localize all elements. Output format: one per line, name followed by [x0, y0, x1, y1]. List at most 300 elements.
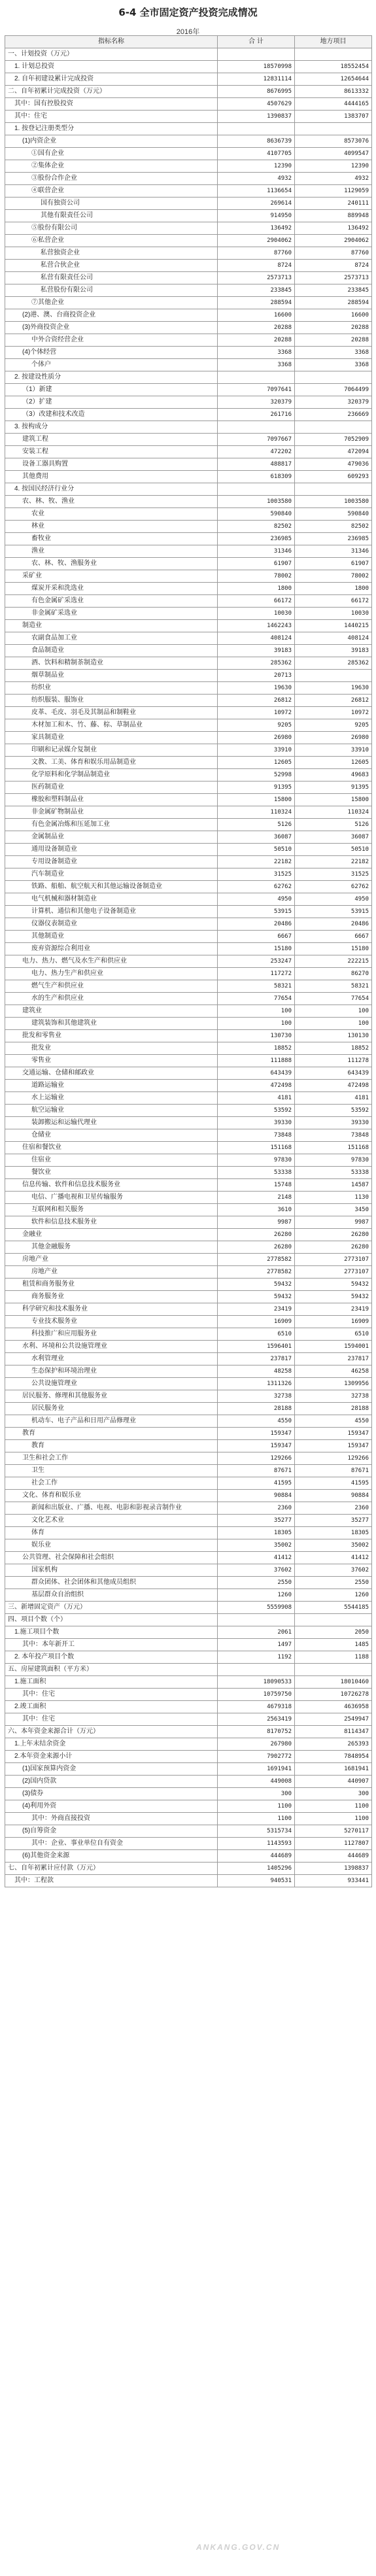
table-row	[5, 86, 372, 98]
table-row	[5, 1539, 372, 1552]
row-label: 体育	[5, 1527, 218, 1539]
row-total-value: 618309	[218, 471, 295, 483]
row-label: 批发业	[5, 1042, 218, 1055]
row-local-value: 87760	[295, 247, 372, 260]
table-row	[5, 1477, 372, 1490]
row-label: 2. 本年投产项目个数	[5, 1651, 218, 1664]
table-row	[5, 1440, 372, 1452]
table-row	[5, 558, 372, 570]
row-label: 科技推广和应用服务业	[5, 1328, 218, 1341]
table-row	[5, 682, 372, 695]
row-total-value: 73848	[218, 1129, 295, 1142]
row-total-value: 940531	[218, 1875, 295, 1887]
table-row	[5, 881, 372, 893]
row-local-value: 7064499	[295, 384, 372, 396]
row-local-value: 4636958	[295, 1701, 372, 1713]
table-row	[5, 806, 372, 819]
row-local-value	[295, 421, 372, 434]
table-row	[5, 931, 372, 943]
row-label: 电力、热力、燃气及水生产和供应业	[5, 955, 218, 968]
table-row	[5, 1279, 372, 1291]
row-local-value: 1130	[295, 1192, 372, 1204]
row-label: 汽车制造业	[5, 868, 218, 881]
row-total-value: 136492	[218, 222, 295, 235]
row-local-value: 159347	[295, 1428, 372, 1440]
row-label: (1)国家预算内资金	[5, 1763, 218, 1776]
row-total-value: 110324	[218, 806, 295, 819]
table-row	[5, 1788, 372, 1800]
row-total-value: 8724	[218, 260, 295, 272]
row-label: 建筑工程	[5, 434, 218, 446]
row-local-value: 12605	[295, 757, 372, 769]
table-row	[5, 1602, 372, 1614]
row-total-value: 9987	[218, 1216, 295, 1229]
row-total-value: 10972	[218, 707, 295, 719]
row-local-value: 59432	[295, 1279, 372, 1291]
row-label: 水利、环境和公共设施管理业	[5, 1341, 218, 1353]
row-total-value: 19630	[218, 682, 295, 695]
row-label: 烟草制品业	[5, 670, 218, 682]
row-local-value: 479036	[295, 458, 372, 471]
row-total-value: 3368	[218, 359, 295, 371]
table-row	[5, 1291, 372, 1303]
row-total-value: 58321	[218, 980, 295, 993]
page-title: 6-4 全市固定资产投资完成情况	[118, 7, 258, 18]
row-label: 餐饮业	[5, 1167, 218, 1179]
row-label: 其他制造业	[5, 931, 218, 943]
table-row	[5, 968, 372, 980]
row-label: 有色金属冶炼和压延加工业	[5, 819, 218, 831]
row-label: 纺织服装、服饰业	[5, 695, 218, 707]
table-row	[5, 670, 372, 682]
row-local-value	[295, 48, 372, 61]
row-total-value: 237817	[218, 1353, 295, 1365]
row-local-value: 16909	[295, 1316, 372, 1328]
row-label: 个体户	[5, 359, 218, 371]
row-local-value: 111278	[295, 1055, 372, 1067]
row-local-value: 2573713	[295, 272, 372, 284]
row-label: 林业	[5, 521, 218, 533]
row-label: 有色金属矿采选业	[5, 595, 218, 608]
row-label: 仪器仪表制造业	[5, 918, 218, 931]
row-total-value: 488817	[218, 458, 295, 471]
table-row	[5, 309, 372, 322]
row-local-value: 90884	[295, 1490, 372, 1502]
row-local-value: 26980	[295, 732, 372, 744]
row-label: 其中：国有控股投资	[5, 98, 218, 111]
watermark: ANKANG.GOV.CN	[196, 2543, 281, 2552]
table-row	[5, 347, 372, 359]
table-row	[5, 1713, 372, 1726]
row-local-value: 110324	[295, 806, 372, 819]
row-local-value: 28188	[295, 1403, 372, 1415]
row-local-value: 1681941	[295, 1763, 372, 1776]
row-label: 4. 按国民经济行业分	[5, 483, 218, 496]
row-total-value: 52998	[218, 769, 295, 781]
table-row	[5, 1341, 372, 1353]
column-header-local: 地方项目	[295, 36, 372, 48]
row-label: 教育	[5, 1428, 218, 1440]
row-label: (5)自筹资金	[5, 1825, 218, 1838]
row-label: 租赁和商务服务业	[5, 1279, 218, 1291]
row-total-value: 78002	[218, 570, 295, 583]
table-row	[5, 272, 372, 284]
row-total-value: 129266	[218, 1452, 295, 1465]
row-local-value: 1309956	[295, 1378, 372, 1390]
row-label: 水的生产和供应业	[5, 993, 218, 1005]
row-local-value: 20288	[295, 334, 372, 347]
row-total-value: 285362	[218, 657, 295, 670]
row-label: 生态保护和环境治理业	[5, 1365, 218, 1378]
row-label: 房地产业	[5, 1254, 218, 1266]
row-total-value: 50510	[218, 844, 295, 856]
row-local-value: 440907	[295, 1776, 372, 1788]
table-row	[5, 409, 372, 421]
table-row	[5, 645, 372, 657]
table-row	[5, 1229, 372, 1241]
row-label: 卫生和社会工作	[5, 1452, 218, 1465]
table-row	[5, 48, 372, 61]
row-local-value: 444689	[295, 1850, 372, 1863]
row-local-value: 39183	[295, 645, 372, 657]
table-row	[5, 980, 372, 993]
table-row	[5, 1776, 372, 1788]
table-header-row	[5, 36, 372, 48]
row-local-value: 35277	[295, 1515, 372, 1527]
row-local-value: 41412	[295, 1552, 372, 1564]
row-local-value: 4550	[295, 1415, 372, 1428]
row-local-value: 9205	[295, 719, 372, 732]
row-label: （2）扩建	[5, 396, 218, 409]
table-row	[5, 508, 372, 521]
row-label: 卫生	[5, 1465, 218, 1477]
row-local-value: 7848954	[295, 1751, 372, 1763]
row-local-value: 2550	[295, 1577, 372, 1589]
row-label: 电力、热力生产和供应业	[5, 968, 218, 980]
row-total-value: 31525	[218, 868, 295, 881]
row-local-value	[295, 371, 372, 384]
row-local-value: 20288	[295, 322, 372, 334]
table-row	[5, 160, 372, 173]
row-local-value: 472498	[295, 1080, 372, 1092]
table-row	[5, 148, 372, 160]
row-total-value: 15748	[218, 1179, 295, 1192]
table-row	[5, 247, 372, 260]
row-label: 文化、体育和娱乐业	[5, 1490, 218, 1502]
table-row	[5, 1365, 372, 1378]
row-label: 仓储业	[5, 1129, 218, 1142]
row-local-value: 408124	[295, 632, 372, 645]
table-row	[5, 856, 372, 868]
table-row	[5, 1105, 372, 1117]
row-label: ⑦其他企业	[5, 297, 218, 309]
row-total-value: 320379	[218, 396, 295, 409]
row-total-value: 23419	[218, 1303, 295, 1316]
table-row	[5, 1751, 372, 1763]
row-total-value: 15800	[218, 794, 295, 806]
row-local-value: 1594001	[295, 1341, 372, 1353]
row-local-value: 97830	[295, 1154, 372, 1167]
row-label: 新闻和出版业、广播、电视、电影和影视录音制作业	[5, 1502, 218, 1515]
row-local-value: 12390	[295, 160, 372, 173]
table-row	[5, 260, 372, 272]
row-total-value: 26280	[218, 1241, 295, 1254]
table-row	[5, 322, 372, 334]
row-total-value: 2778582	[218, 1254, 295, 1266]
row-local-value: 643439	[295, 1067, 372, 1080]
row-local-value: 222215	[295, 955, 372, 968]
table-row	[5, 1552, 372, 1564]
table-row	[5, 1167, 372, 1179]
row-local-value: 20486	[295, 918, 372, 931]
row-total-value: 18570998	[218, 61, 295, 73]
row-local-value: 86270	[295, 968, 372, 980]
row-label: ⑥私营企业	[5, 235, 218, 247]
row-local-value: 87671	[295, 1465, 372, 1477]
row-label: 燃气生产和供应业	[5, 980, 218, 993]
row-label: 五、房屋建筑面积（平方米）	[5, 1664, 218, 1676]
row-label: 电信、广播电视和卫星传输服务	[5, 1192, 218, 1204]
row-label: 家具制造业	[5, 732, 218, 744]
row-total-value: 37602	[218, 1564, 295, 1577]
row-label: 私营有限责任公司	[5, 272, 218, 284]
row-total-value: 20288	[218, 322, 295, 334]
table-row	[5, 545, 372, 558]
table-row	[5, 1204, 372, 1216]
row-local-value: 1260	[295, 1589, 372, 1602]
table-row	[5, 197, 372, 210]
row-label: ①国有企业	[5, 148, 218, 160]
row-label: 制造业	[5, 620, 218, 632]
row-total-value: 2148	[218, 1192, 295, 1204]
row-total-value: 18305	[218, 1527, 295, 1539]
table-body	[5, 48, 372, 1887]
row-local-value: 39330	[295, 1117, 372, 1129]
row-total-value: 236985	[218, 533, 295, 545]
row-local-value: 233845	[295, 284, 372, 297]
row-label: 私营合伙企业	[5, 260, 218, 272]
row-label: ③股份合作企业	[5, 173, 218, 185]
row-label: 六、本年资金来源合计（万元）	[5, 1726, 218, 1738]
row-total-value: 18852	[218, 1042, 295, 1055]
row-total-value: 20486	[218, 918, 295, 931]
table-row	[5, 1676, 372, 1689]
row-local-value	[295, 483, 372, 496]
row-local-value: 1188	[295, 1651, 372, 1664]
row-local-value: 1003580	[295, 496, 372, 508]
table-row	[5, 371, 372, 384]
row-total-value: 1462243	[218, 620, 295, 632]
table-row	[5, 831, 372, 844]
row-label: 批发和零售业	[5, 1030, 218, 1042]
table-row	[5, 434, 372, 446]
row-label: 金属制品业	[5, 831, 218, 844]
row-label: 机动车、电子产品和日用产品修理业	[5, 1415, 218, 1428]
table-row	[5, 595, 372, 608]
table-row	[5, 868, 372, 881]
row-local-value: 15800	[295, 794, 372, 806]
row-label: 1.施工项目个数	[5, 1626, 218, 1639]
row-label: (2)港、澳、台商投资企业	[5, 309, 218, 322]
row-local-value: 18852	[295, 1042, 372, 1055]
row-local-value: 320379	[295, 396, 372, 409]
table-row	[5, 1800, 372, 1813]
table-row	[5, 943, 372, 955]
row-local-value: 5126	[295, 819, 372, 831]
table-row	[5, 1042, 372, 1055]
row-total-value: 1497	[218, 1639, 295, 1651]
table-row	[5, 906, 372, 918]
row-local-value: 66172	[295, 595, 372, 608]
row-label: 软件和信息技术服务业	[5, 1216, 218, 1229]
table-row	[5, 632, 372, 645]
table-row	[5, 98, 372, 111]
row-label: 互联网和相关服务	[5, 1204, 218, 1216]
table-row	[5, 1452, 372, 1465]
row-label: 四、项目个数（个）	[5, 1614, 218, 1626]
row-total-value: 4950	[218, 893, 295, 906]
row-local-value: 16600	[295, 309, 372, 322]
row-label: (2)国内贷款	[5, 1776, 218, 1788]
row-local-value: 8724	[295, 260, 372, 272]
row-local-value: 1398837	[295, 1863, 372, 1875]
row-local-value: 9987	[295, 1216, 372, 1229]
table-row	[5, 1390, 372, 1403]
table-row	[5, 1626, 372, 1639]
table-row	[5, 483, 372, 496]
row-total-value: 159347	[218, 1440, 295, 1452]
table-row	[5, 1689, 372, 1701]
row-label: 2. 自年初建设累计完成投资	[5, 73, 218, 86]
row-total-value: 10759750	[218, 1689, 295, 1701]
row-local-value: 18010460	[295, 1676, 372, 1689]
row-total-value: 472498	[218, 1080, 295, 1092]
row-total-value: 16909	[218, 1316, 295, 1328]
row-label: (1)内资企业	[5, 135, 218, 148]
row-total-value: 4107705	[218, 148, 295, 160]
row-total-value: 39183	[218, 645, 295, 657]
row-label: 住宿业	[5, 1154, 218, 1167]
row-local-value: 82502	[295, 521, 372, 533]
table-row	[5, 1639, 372, 1651]
row-label: 私营独资企业	[5, 247, 218, 260]
row-local-value: 159347	[295, 1440, 372, 1452]
row-local-value: 100	[295, 1018, 372, 1030]
row-total-value: 7097667	[218, 434, 295, 446]
row-total-value: 9205	[218, 719, 295, 732]
row-total-value: 1003580	[218, 496, 295, 508]
row-total-value: 22182	[218, 856, 295, 868]
row-local-value: 23419	[295, 1303, 372, 1316]
row-label: 中外合资经营企业	[5, 334, 218, 347]
row-total-value: 1405296	[218, 1863, 295, 1875]
table-row	[5, 744, 372, 757]
row-label: 非金属矿物制品业	[5, 806, 218, 819]
row-label: 国有独资公司	[5, 197, 218, 210]
row-total-value: 26280	[218, 1229, 295, 1241]
row-local-value: 26280	[295, 1229, 372, 1241]
row-local-value	[295, 123, 372, 135]
row-total-value: 3368	[218, 347, 295, 359]
table-row	[5, 1738, 372, 1751]
row-local-value: 5544185	[295, 1602, 372, 1614]
row-local-value: 1383707	[295, 111, 372, 123]
row-label: 道路运输业	[5, 1080, 218, 1092]
row-label: 渔业	[5, 545, 218, 558]
row-label: 橡胶和塑料制品业	[5, 794, 218, 806]
row-total-value: 253247	[218, 955, 295, 968]
table-row	[5, 1154, 372, 1167]
table-row	[5, 1863, 372, 1875]
row-label: 其中：住宅	[5, 1713, 218, 1726]
table-row	[5, 1428, 372, 1440]
column-header-total: 合 计	[218, 36, 295, 48]
table-row	[5, 1589, 372, 1602]
row-local-value: 6667	[295, 931, 372, 943]
row-total-value: 4932	[218, 173, 295, 185]
row-label: 三、新增固定资产（万元）	[5, 1602, 218, 1614]
table-row	[5, 73, 372, 86]
row-total-value: 300	[218, 1788, 295, 1800]
row-total-value: 32738	[218, 1390, 295, 1403]
table-row	[5, 1651, 372, 1664]
row-local-value: 36087	[295, 831, 372, 844]
row-local-value: 472094	[295, 446, 372, 458]
table-row	[5, 1067, 372, 1080]
row-local-value: 26812	[295, 695, 372, 707]
row-total-value: 33910	[218, 744, 295, 757]
table-row	[5, 1005, 372, 1018]
table-row	[5, 570, 372, 583]
row-total-value: 12605	[218, 757, 295, 769]
row-local-value: 15180	[295, 943, 372, 955]
table-row	[5, 1726, 372, 1738]
row-label: 公共设施管理业	[5, 1378, 218, 1390]
row-total-value: 59432	[218, 1291, 295, 1303]
row-total-value: 1143593	[218, 1838, 295, 1850]
row-label: 零售业	[5, 1055, 218, 1067]
row-label: 其他金融服务	[5, 1241, 218, 1254]
row-label: 文化艺术业	[5, 1515, 218, 1527]
row-local-value: 49683	[295, 769, 372, 781]
row-total-value	[218, 371, 295, 384]
row-label: 房地产业	[5, 1266, 218, 1279]
table-row	[5, 1465, 372, 1477]
table-row	[5, 1241, 372, 1254]
table-row	[5, 844, 372, 856]
table-row	[5, 583, 372, 595]
row-label: 通用设备制造业	[5, 844, 218, 856]
row-total-value: 2550	[218, 1577, 295, 1589]
row-total-value: 2061	[218, 1626, 295, 1639]
row-local-value: 285362	[295, 657, 372, 670]
row-local-value: 3368	[295, 359, 372, 371]
row-label: 非金属矿采选业	[5, 608, 218, 620]
row-total-value: 6667	[218, 931, 295, 943]
row-local-value: 129266	[295, 1452, 372, 1465]
row-total-value: 6510	[218, 1328, 295, 1341]
row-local-value: 7052909	[295, 434, 372, 446]
row-label: 基层群众自治组织	[5, 1589, 218, 1602]
row-local-value: 78002	[295, 570, 372, 583]
row-label: 七、自年初累计应付款（万元）	[5, 1863, 218, 1875]
row-label: 煤炭开采和洗选业	[5, 583, 218, 595]
row-total-value: 1100	[218, 1813, 295, 1825]
row-total-value: 1311326	[218, 1378, 295, 1390]
row-label: ②集体企业	[5, 160, 218, 173]
table-row	[5, 1142, 372, 1154]
row-local-value: 237817	[295, 1353, 372, 1365]
